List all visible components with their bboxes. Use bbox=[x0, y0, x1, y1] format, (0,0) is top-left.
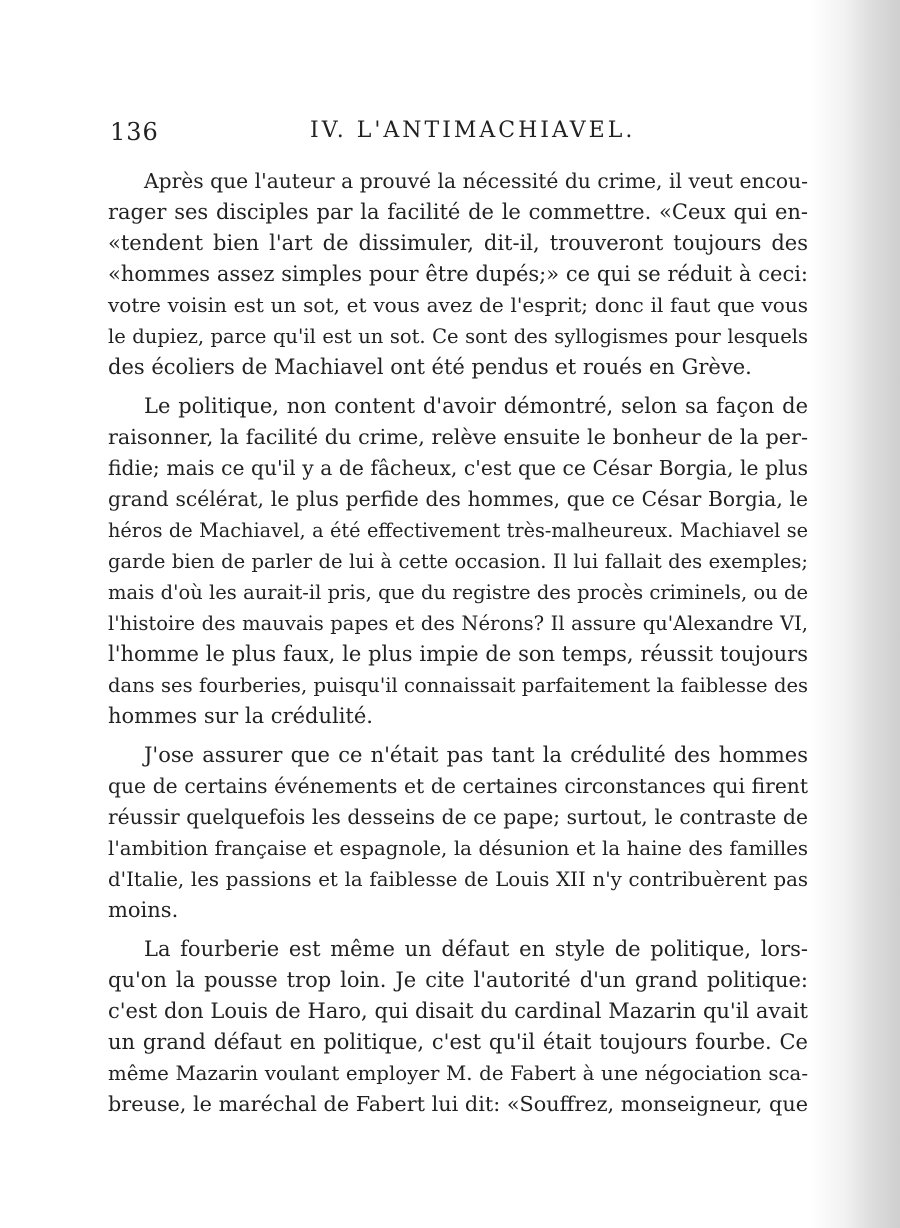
text-line: Le politique, non content d'avoir démontré, selon sa façon de bbox=[144, 394, 808, 418]
body-text bbox=[108, 166, 808, 1120]
text-line: réussir quelquefois les desseins de ce pape; surtout, le contraste de bbox=[108, 805, 808, 829]
text-line: un grand défaut en politique, c'est qu'il était toujours fourbe. Ce bbox=[108, 1030, 808, 1054]
text-line: La fourberie est même un défaut en style de politique, lors- bbox=[144, 937, 808, 961]
text-line: l'histoire des mauvais papes et des Nérons? Il assure qu'Alexandre VI, bbox=[108, 612, 808, 635]
text-line: grand scélérat, le plus perfide des hommes, que ce César Borgia, le bbox=[108, 487, 808, 511]
running-title: IV. L'ANTIMACHIAVEL. bbox=[310, 118, 636, 143]
page-header bbox=[110, 118, 810, 158]
text-line: rager ses disciples par la facilité de le commettre. «Ceux qui en- bbox=[108, 200, 808, 224]
text-line: même Mazarin voulant employer M. de Fabert à une négociation sca- bbox=[108, 1062, 808, 1085]
text-line: héros de Machiavel, a été effectivement très-malheureux. Machiavel se bbox=[108, 519, 808, 542]
text-line: dans ses fourberies, puisqu'il connaissait parfaitement la faiblesse des bbox=[108, 674, 808, 697]
text-line: fidie; mais ce qu'il y a de fâcheux, c'est que ce César Borgia, le plus bbox=[108, 456, 808, 480]
text-line: des écoliers de Machiavel ont été pendus et roués en Grève. bbox=[108, 355, 752, 379]
text-line: le dupiez, parce qu'il est un sot. Ce sont des syllogismes pour lesquels bbox=[108, 325, 808, 348]
paragraph bbox=[108, 166, 808, 383]
text-line: mais d'où les aurait-il pris, que du registre des procès criminels, ou de bbox=[108, 581, 808, 604]
text-line: l'ambition française et espagnole, la désunion et la haine des familles bbox=[108, 837, 808, 860]
page-number: 136 bbox=[110, 118, 159, 146]
text-line: breuse, le maréchal de Fabert lui dit: «Souffrez, monseigneur, que bbox=[108, 1092, 808, 1116]
text-line: Après que l'auteur a prouvé la nécessité du crime, il veut encou- bbox=[144, 169, 808, 193]
text-line: d'Italie, les passions et la faiblesse de Louis XII n'y contribuèrent pas bbox=[108, 868, 808, 891]
text-line: moins. bbox=[108, 898, 179, 922]
paragraph bbox=[108, 934, 808, 1120]
text-line: «hommes assez simples pour être dupés;» ce qui se réduit à ceci: bbox=[108, 262, 808, 286]
text-line: c'est don Louis de Haro, qui disait du cardinal Mazarin qu'il avait bbox=[108, 999, 808, 1023]
text-line: J'ose assurer que ce n'était pas tant la crédulité des hommes bbox=[144, 743, 808, 767]
text-line: «tendent bien l'art de dissimuler, dit-il, trouveront toujours des bbox=[108, 231, 808, 255]
text-line: hommes sur la crédulité. bbox=[108, 704, 373, 728]
text-line: l'homme le plus faux, le plus impie de son temps, réussit toujours bbox=[108, 642, 808, 666]
text-line: votre voisin est un sot, et vous avez de l'esprit; donc il faut que vous bbox=[108, 293, 808, 317]
paragraph bbox=[108, 391, 808, 732]
text-line: que de certains événements et de certaines circonstances qui firent bbox=[108, 774, 808, 798]
text-line: raisonner, la facilité du crime, relève ensuite le bonheur de la per- bbox=[108, 425, 808, 449]
text-line: qu'on la pousse trop loin. Je cite l'autorité d'un grand politique: bbox=[108, 968, 808, 992]
paragraph bbox=[108, 740, 808, 926]
text-line: garde bien de parler de lui à cette occasion. Il lui fallait des exemples; bbox=[108, 550, 808, 573]
